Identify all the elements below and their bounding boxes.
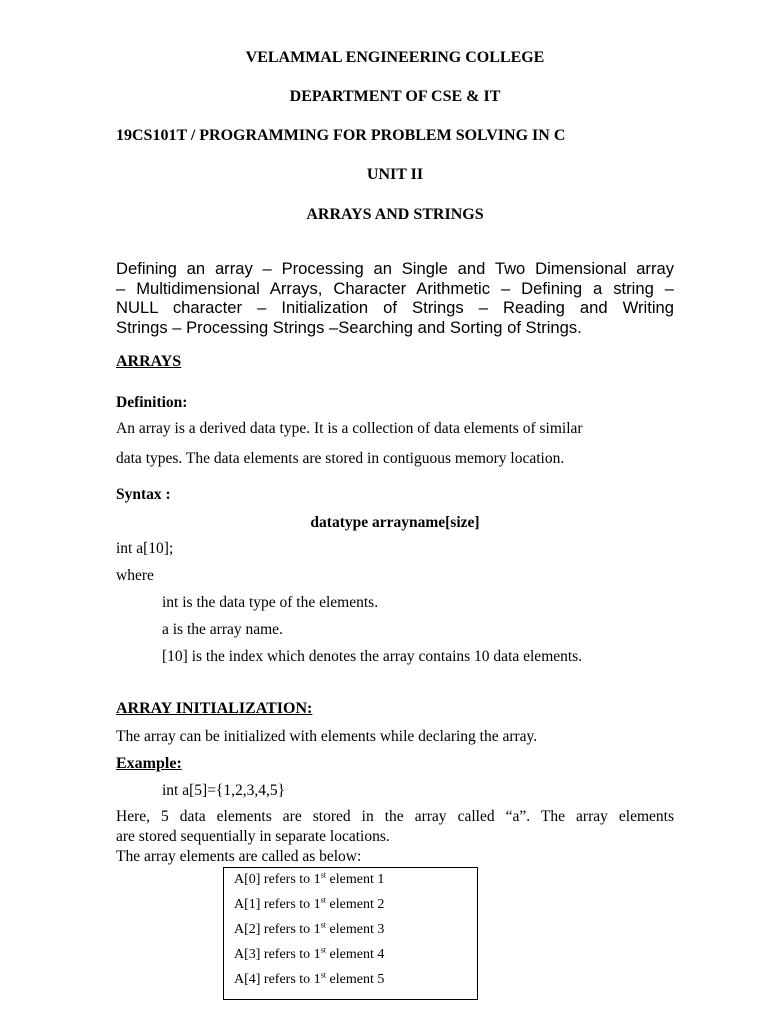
- syntax-label: Syntax :: [116, 486, 171, 503]
- college-name: VELAMMAL ENGINEERING COLLEGE: [245, 49, 545, 66]
- table-row: A[1] refers to 1st element 2: [234, 895, 385, 912]
- topic-title: ARRAYS AND STRINGS: [306, 206, 484, 223]
- explanation-line: are stored sequentially in separate locations.: [116, 828, 390, 845]
- syntax-text: datatype arrayname[size]: [310, 514, 480, 531]
- declaration-example: int a[10];: [116, 540, 174, 557]
- where-label: where: [116, 567, 154, 584]
- definition-label: Definition:: [116, 394, 188, 411]
- where-item: a is the array name.: [162, 621, 283, 638]
- explanation-line: Here, 5 data elements are stored in the array called “a”. The array elements: [116, 808, 674, 825]
- syllabus-line: Defining an array – Processing an Single and Two Dimensional array: [116, 259, 674, 278]
- table-row: A[0] refers to 1st element 1: [234, 870, 385, 887]
- syllabus-line: Strings – Processing Strings –Searching and Sorting of Strings.: [116, 318, 582, 337]
- example-code: int a[5]={1,2,3,4,5}: [162, 782, 286, 799]
- arrays-heading: ARRAYS: [116, 353, 182, 370]
- initialization-heading: ARRAY INITIALIZATION:: [116, 700, 313, 717]
- example-label: Example:: [116, 755, 182, 772]
- course-title: 19CS101T / PROGRAMMING FOR PROBLEM SOLVING IN C: [116, 127, 566, 144]
- table-row: A[4] refers to 1st element 5: [234, 970, 385, 987]
- syllabus-line: – Multidimensional Arrays, Character Arithmetic – Defining a string –: [116, 279, 674, 298]
- syllabus-line: NULL character – Initialization of Strings – Reading and Writing: [116, 298, 674, 317]
- called-text: The array elements are called as below:: [116, 848, 362, 865]
- table-row: A[2] refers to 1st element 3: [234, 920, 385, 937]
- department-name: DEPARTMENT OF CSE & IT: [289, 88, 501, 105]
- definition-line: An array is a derived data type. It is a collection of data elements of similar: [116, 420, 583, 437]
- array-elements-table: [223, 867, 478, 1000]
- where-item: int is the data type of the elements.: [162, 594, 379, 611]
- unit-title: UNIT II: [366, 166, 424, 183]
- where-item: [10] is the index which denotes the array contains 10 data elements.: [162, 648, 583, 665]
- initialization-text: The array can be initialized with elements while declaring the array.: [116, 728, 538, 745]
- table-row: A[3] refers to 1st element 4: [234, 945, 385, 962]
- definition-line: data types. The data elements are stored in contiguous memory location.: [116, 450, 565, 467]
